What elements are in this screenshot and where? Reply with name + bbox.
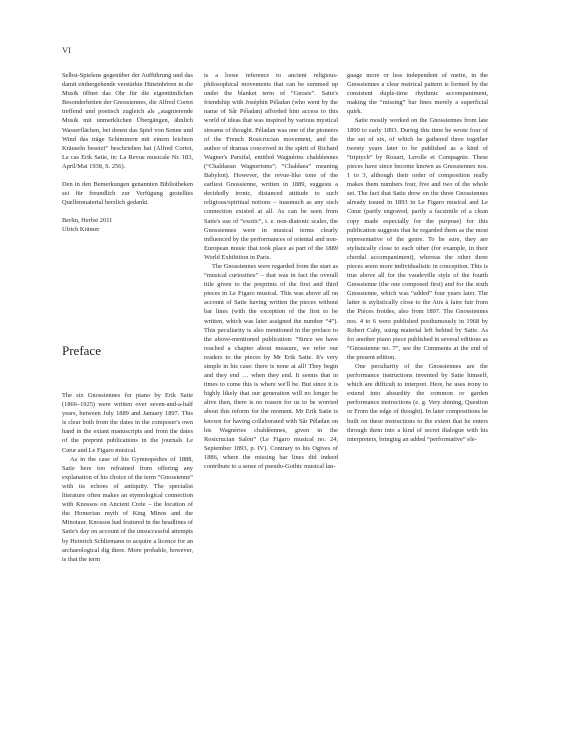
preface-column-3 [347,71,488,444]
section-heading: Preface [62,343,101,358]
preface-column-2 [204,71,338,471]
author-name: Ulrich Krämer [62,226,100,234]
place-date: Berlin, Herbst 2011 [62,217,113,225]
preface-paragraph: is a loose reference to ancient religious-philosophical movements that can be summed up under the blanket term of “Gnosis”. Satie's friendship with Joséphin Péladan (who went by the name of Sâr Péladan) afforded him access to this world of ideas that was inspired by various mystical streams of thought. Péladan was one of the pioneers of the French Rosicrucian movement, and the author of dramas conceived in the spirit of Richard Wagner's Parsifal, entitled Wagnéries chaldéennes (“Chaldaean Wagnerisms”; “Chaldaea” meaning Babylon). However, the revue-like tone of the earliest Gnossienne, written in 1889, suggests a decidedly ironic, distanced attitude to such religious/spiritual notions – inasmuch as any such connection existed at all. As can be seen from Satie's use of “exotic”, i. e. non-diatonic scales, the Gnossiennes were in musical terms clearly influenced by the performances of oriental and non-European music that took place as part of the 1889 World Exhibition in Paris. [204,72,338,261]
preface-paragraph: One peculiarity of the Gnossiennes are the performance instructions invented by Satie himself, which are difficult to interpret. Here, he uses irony to extend into absurdity the common or garden performance instructions (e. g. Very shining, Question or From the edge of thought). In later compositions he built on these instructions to the extent that he enters through them into a kind of secret dialogue with his interpreters, bringing an added “performative” ele- [347,363,488,443]
preface-paragraph: The six Gnossiennes for piano by Erik Satie (1866–1925) were written over seven-and-a-half years, between July 1889 and January 1897. This is clear both from the dates in the composer's own hand in the extant manuscripts and from the dates of the preprint publications in the journals Le Cœur and Le Figaro musical. [62,392,193,454]
preface-paragraph: guage more or less independent of metre, in the Gnossiennes a clear metrical pattern is formed by the consistent duple-time rhythmic accompaniment, making the “missing” bar lines merely a superficial quirk. [347,72,488,116]
page-number: VI [62,45,71,55]
german-column [62,71,193,235]
preface-paragraph: Satie mostly worked on the Gnossiennes from late 1890 to early 1893. During this time he wrote four of the set of six, of which he gathered three together twenty years later to be published as a kind of “triptych” by Rouart, Lerolle et Compagnie. These pieces have since become known as Gnossiennes nos. 1 to 3, although their order of composition really makes them numbers four, five and two of the whole set. The fact that Satie drew on the three Gnossiennes already issued in 1893 in Le Figaro musical and Le Cœur (partly engraved, partly a facsimile of a clean copy made especially for the purpose) for this publication suggests that he regarded them as the most representative of the genre. To be sure, they are stylistically close to each other (for example, in their chordal accompaniment), whereas the other three pieces seem more individualistic in conception. This is true above all for the vaudeville style of the fourth Gnossienne (the one composed first) and for the sixth Gnossienne, which was “added” four years later. The latter is stylistically close to the Airs à faire fuir from the Pièces froides, also from 1897. The Gnossiennes nos. 4 to 6 were published posthumously in 1968 by Robert Caby, using material left behind by Satie. As for another piano piece published in several editions as “Gnossienne no. 7”, see the Comments at the end of the present edition. [347,117,488,361]
german-paragraph-2: Den in den Bemerkungen genannten Bibliotheken sei für freundlich zur Verfügung gestelltes Quellenmaterial herzlich gedankt. [62,181,193,207]
german-paragraph-1: Selbst-Spielens gegenüber der Aufführung und das damit einhergehende verstärkte Hineinhören in die Musik öffnet das Ohr für die eigentümlichen Besonderheiten der Gnossiennes, die Alfred Cortot treffend und poetisch zugleich als „stagnierende Musik mit unmerklichen Übergängen, ähnlich Wasserflächen, bei denen das Spiel von Sonne und Wind das träge Schimmern mit einem leichten Kräuseln besetzt“ beschrieben hat (Alfred Cortot, Le cas Erik Satie, in: La Revue musicale Nr. 183, April/Mai 1938, S. 256). [62,72,193,170]
preface-paragraph: The Gnossiennes were regarded from the start as “musical curiosities” – that was in fact the overall title given to the preprints of the first and third pieces in Le Figaro musical. This was above all on account of Satie having written the pieces without bar lines (with the exception of the first to be written, which was later assigned the number “4”). This peculiarity is also mentioned in the preface to the above-mentioned publication: “Since we have reached a chapter about measure, we refer our readers to the pieces by Mr Erik Satie. It's very simple in his case: there is none at all! They begin and they end … when they end. It seems that in times to come this is where we'll be. But since it is highly likely that our generation will no longer be alive then, there is no reason for us to be worried about this reform for the moment. Mr Erik Satie is known for having collaborated with Sâr Péladan on his Wagnéries chaldéennes, given in the Rosicrucian Salon” (Le Figaro musical no. 24, September 1893, p. IV). Contrary to his Ogives of 1886, where the missing bar lines did indeed contribute to a sense of pseudo-Gothic musical lan- [204,262,338,471]
preface-column-1 [62,391,193,564]
preface-paragraph: As in the case of his Gymnopédies of 1888, Satie here too refrained from offering any explanation of his choice of the term “Gnossienne” with its echoes of antiquity. The specialist literature often makes an etymological connection with Knossos on Ancient Crete – the location of the Homerian myth of King Minos and the Minotaur. Knossos had featured in the headlines of Satie's day on account of the unsuccessful attempts by Heinrich Schliemann to acquire a licence for an archaeological dig there. More probable, however, is that the term [62,455,193,563]
